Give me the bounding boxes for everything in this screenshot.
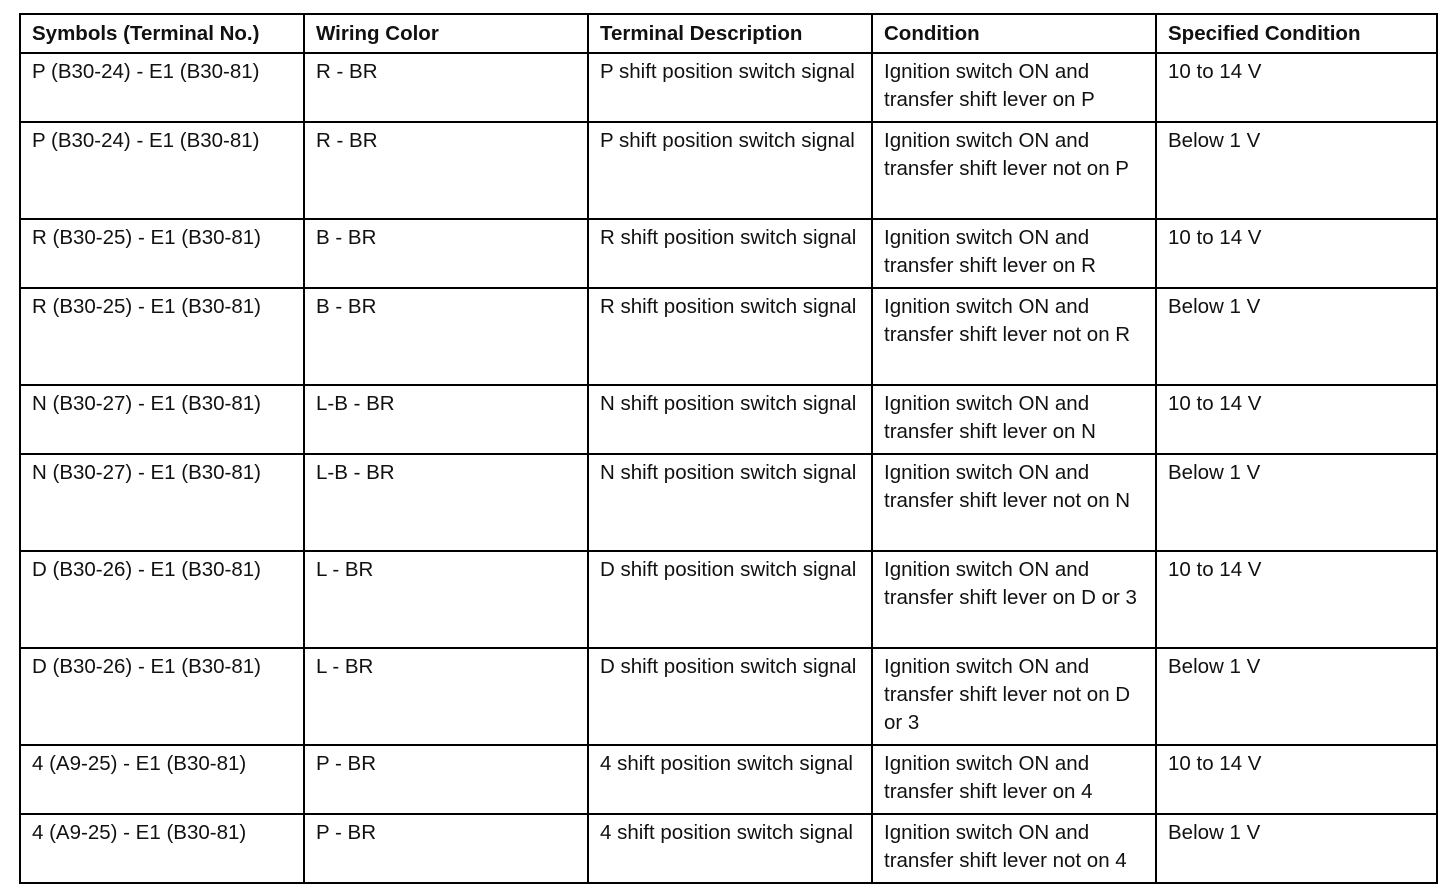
header-condition: Condition bbox=[872, 14, 1156, 53]
cell-specified-condition: 10 to 14 V bbox=[1156, 53, 1437, 122]
cell-symbols: R (B30-25) - E1 (B30-81) bbox=[20, 288, 304, 385]
cell-terminal-description: N shift position switch signal bbox=[588, 454, 872, 551]
cell-specified-condition: 10 to 14 V bbox=[1156, 385, 1437, 454]
cell-specified-condition: Below 1 V bbox=[1156, 288, 1437, 385]
cell-condition: Ignition switch ON and transfer shift lever on D or 3 bbox=[872, 551, 1156, 648]
cell-terminal-description: P shift position switch signal bbox=[588, 122, 872, 219]
cell-symbols: P (B30-24) - E1 (B30-81) bbox=[20, 122, 304, 219]
terminal-spec-table bbox=[19, 13, 1438, 884]
cell-terminal-description: R shift position switch signal bbox=[588, 219, 872, 288]
cell-terminal-description: N shift position switch signal bbox=[588, 385, 872, 454]
table-row bbox=[20, 122, 1437, 219]
cell-symbols: R (B30-25) - E1 (B30-81) bbox=[20, 219, 304, 288]
cell-symbols: P (B30-24) - E1 (B30-81) bbox=[20, 53, 304, 122]
cell-wiring-color: P - BR bbox=[304, 814, 588, 883]
header-terminal-description: Terminal Description bbox=[588, 14, 872, 53]
cell-terminal-description: D shift position switch signal bbox=[588, 551, 872, 648]
cell-wiring-color: R - BR bbox=[304, 53, 588, 122]
cell-terminal-description: R shift position switch signal bbox=[588, 288, 872, 385]
cell-condition: Ignition switch ON and transfer shift lever not on R bbox=[872, 288, 1156, 385]
cell-wiring-color: B - BR bbox=[304, 288, 588, 385]
cell-terminal-description: 4 shift position switch signal bbox=[588, 745, 872, 814]
cell-symbols: 4 (A9-25) - E1 (B30-81) bbox=[20, 745, 304, 814]
cell-symbols: D (B30-26) - E1 (B30-81) bbox=[20, 551, 304, 648]
cell-specified-condition: 10 to 14 V bbox=[1156, 551, 1437, 648]
cell-specified-condition: 10 to 14 V bbox=[1156, 745, 1437, 814]
table-row bbox=[20, 454, 1437, 551]
table-header-row bbox=[20, 14, 1437, 53]
header-symbols: Symbols (Terminal No.) bbox=[20, 14, 304, 53]
cell-symbols: N (B30-27) - E1 (B30-81) bbox=[20, 454, 304, 551]
cell-condition: Ignition switch ON and transfer shift lever on P bbox=[872, 53, 1156, 122]
cell-condition: Ignition switch ON and transfer shift lever on R bbox=[872, 219, 1156, 288]
cell-specified-condition: Below 1 V bbox=[1156, 648, 1437, 745]
cell-condition: Ignition switch ON and transfer shift lever not on 4 bbox=[872, 814, 1156, 883]
cell-symbols: N (B30-27) - E1 (B30-81) bbox=[20, 385, 304, 454]
table-row bbox=[20, 551, 1437, 648]
cell-specified-condition: Below 1 V bbox=[1156, 122, 1437, 219]
cell-condition: Ignition switch ON and transfer shift lever not on N bbox=[872, 454, 1156, 551]
table-row bbox=[20, 745, 1437, 814]
table-row bbox=[20, 814, 1437, 883]
cell-specified-condition: 10 to 14 V bbox=[1156, 219, 1437, 288]
cell-wiring-color: L-B - BR bbox=[304, 385, 588, 454]
table-row bbox=[20, 53, 1437, 122]
cell-condition: Ignition switch ON and transfer shift lever on N bbox=[872, 385, 1156, 454]
cell-terminal-description: P shift position switch signal bbox=[588, 53, 872, 122]
cell-symbols: 4 (A9-25) - E1 (B30-81) bbox=[20, 814, 304, 883]
cell-wiring-color: L-B - BR bbox=[304, 454, 588, 551]
cell-specified-condition: Below 1 V bbox=[1156, 814, 1437, 883]
table-row bbox=[20, 385, 1437, 454]
table-row bbox=[20, 288, 1437, 385]
cell-condition: Ignition switch ON and transfer shift lever not on P bbox=[872, 122, 1156, 219]
cell-specified-condition: Below 1 V bbox=[1156, 454, 1437, 551]
cell-terminal-description: D shift position switch signal bbox=[588, 648, 872, 745]
header-wiring-color: Wiring Color bbox=[304, 14, 588, 53]
cell-condition: Ignition switch ON and transfer shift lever on 4 bbox=[872, 745, 1156, 814]
header-specified-condition: Specified Condition bbox=[1156, 14, 1437, 53]
cell-wiring-color: P - BR bbox=[304, 745, 588, 814]
table-row bbox=[20, 648, 1437, 745]
cell-wiring-color: R - BR bbox=[304, 122, 588, 219]
cell-symbols: D (B30-26) - E1 (B30-81) bbox=[20, 648, 304, 745]
cell-terminal-description: 4 shift position switch signal bbox=[588, 814, 872, 883]
table-row bbox=[20, 219, 1437, 288]
cell-wiring-color: L - BR bbox=[304, 648, 588, 745]
cell-condition: Ignition switch ON and transfer shift lever not on D or 3 bbox=[872, 648, 1156, 745]
cell-wiring-color: B - BR bbox=[304, 219, 588, 288]
cell-wiring-color: L - BR bbox=[304, 551, 588, 648]
